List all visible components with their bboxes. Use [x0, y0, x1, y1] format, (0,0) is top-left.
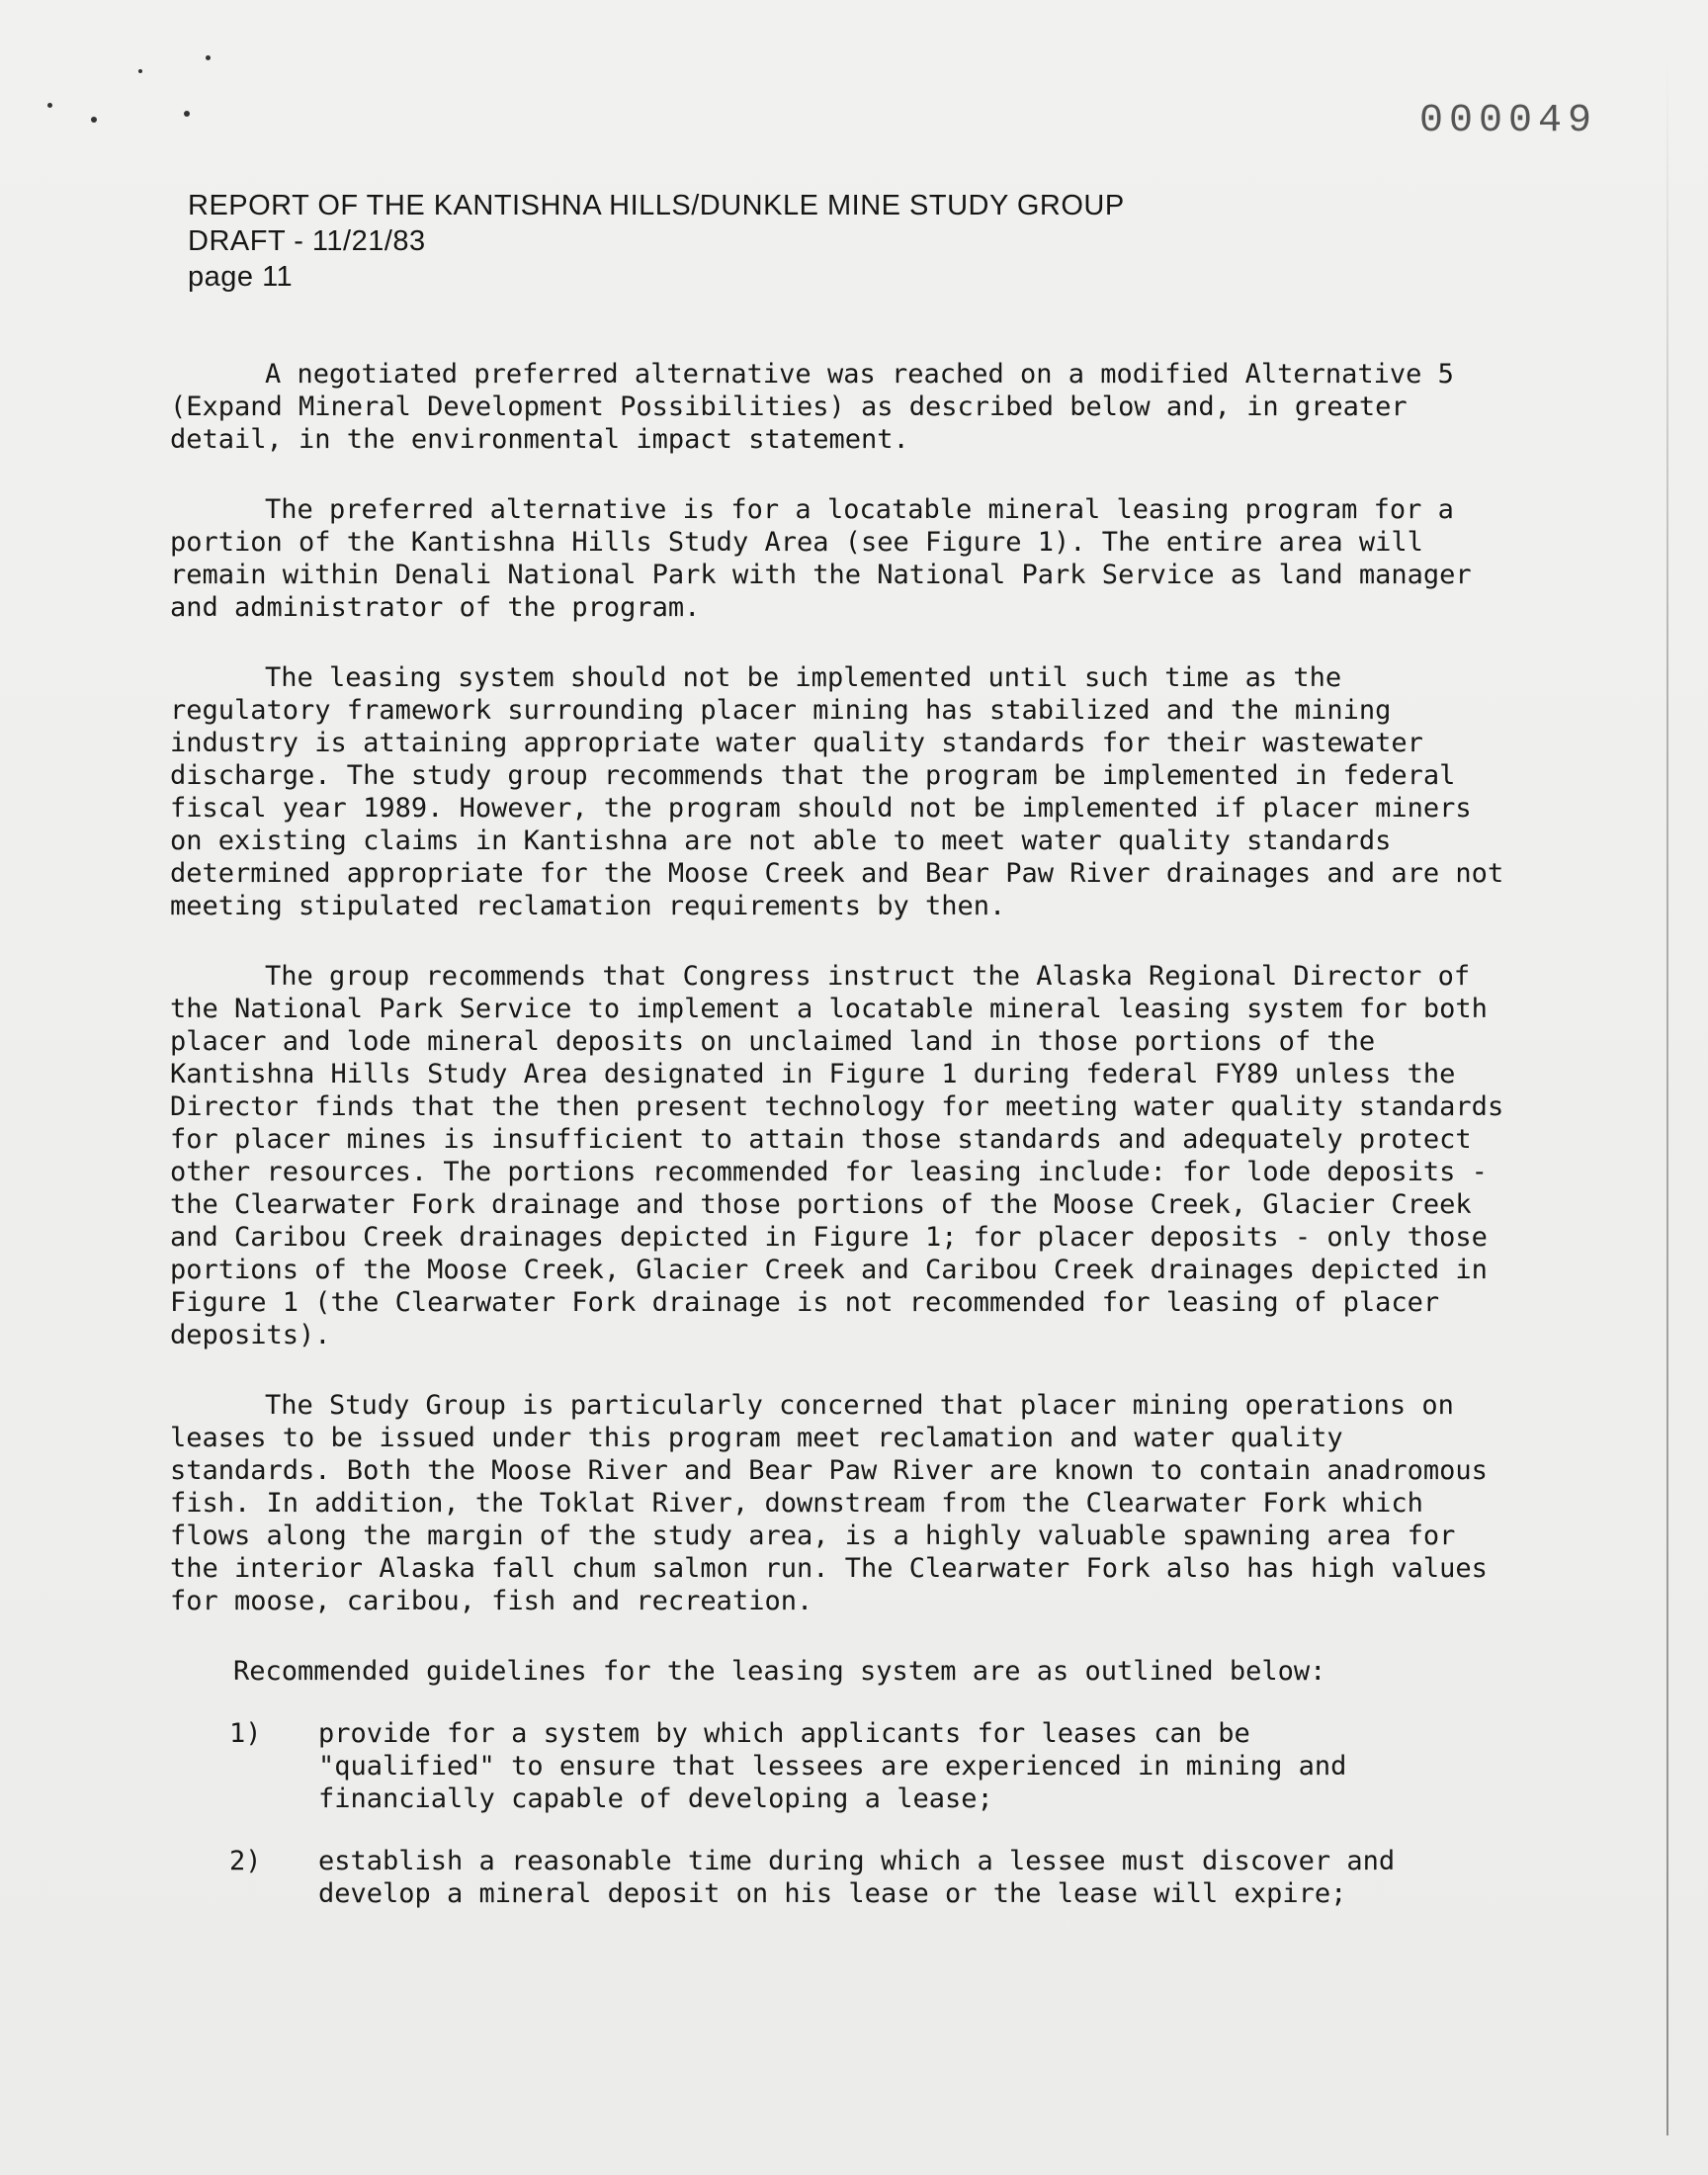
paragraph-5: The Study Group is particularly concerned that placer mining operations on leases to be issued under this program meet reclamation and water quality standards. Both the Moose River and Bear Paw River are known to contain anadromous fish. In addition, the Toklat River, downstream from the Clearwater Fork which flows along the margin of the study area, is a highly valuable spawning area for the interior Alaska fall chum salmon run. The Clearwater Fork also has high values for moose, caribou, fish and recreation.: [170, 1390, 1488, 1616]
guideline-item: [170, 1717, 1504, 1815]
page-number: page 11: [188, 261, 294, 293]
paragraph-4: The group recommends that Congress instruct the Alaska Regional Director of the National Park Service to implement a locatable mineral leasing system for both placer and lode mineral deposits on unclaimed land in those portions of the Kantishna Hills Study Area designated in Figure 1 during federal FY89 unless the Director finds that the then present technology for meeting water quality standards for placer mines is insufficient to attain those standards and adequately protect other resources. The portions recommended for leasing include: for lode deposits - the Clearwater Fork drainage and those portions of the Moose Creek, Glacier Creek and Caribou Creek drainages depicted in Figure 1; for placer deposits - only those portions of the Moose Creek, Glacier Creek and Caribou Creek drainages depicted in Figure 1 (the Clearwater Fork drainage is not recommended for leasing of placer deposits).: [170, 961, 1504, 1350]
draft-date: DRAFT - 11/21/83: [188, 225, 426, 257]
document-header: [188, 188, 1125, 295]
scan-speck: [138, 69, 142, 73]
scan-speck: [184, 111, 190, 117]
guideline-number: 2): [229, 1846, 262, 1876]
paragraph-1: A negotiated preferred alternative was reached on a modified Alternative 5 (Expand Mineral Development Possibilities) as described below and, in greater detail, in the environmental impact statement.: [170, 359, 1454, 455]
paragraph-2: The preferred alternative is for a locatable mineral leasing program for a portion of the Kantishna Hills Study Area (see Figure 1). The entire area will remain within Denali National Park with the National Park Service as land manager and administrator of the program.: [170, 494, 1472, 623]
scan-speck: [47, 103, 52, 108]
paragraph-3: The leasing system should not be implemented until such time as the regulatory framework surrounding placer mining has stabilized and the mining industry is attaining appropriate water quality standards for their wastewater discharge. The study group recommends that the program be implemented in federal fiscal year 1989. However, the program should not be implemented if placer miners on existing claims in Kantishna are not able to meet water quality standards determined appropriate for the Moose Creek and Bear Paw River drainages and are not meeting stipulated reclamation requirements by then.: [170, 662, 1504, 921]
guideline-text: establish a reasonable time during which a lessee must discover and develop a mineral deposit on his lease or the lease will expire;: [318, 1846, 1396, 1909]
guidelines-intro: Recommended guidelines for the leasing system are as outlined below:: [233, 1656, 1326, 1687]
scan-edge-shadow: [1666, 59, 1668, 2135]
scan-speck: [91, 117, 97, 123]
scan-speck: [206, 55, 211, 60]
document-stamp-number: 000049: [1418, 99, 1597, 143]
guideline-item: [170, 1845, 1504, 1910]
guideline-number: 1): [229, 1718, 262, 1749]
guideline-text: provide for a system by which applicants for leases can be "qualified" to ensure that lessees are experienced in mining and financially capable of developing a lease;: [318, 1718, 1347, 1814]
report-title: REPORT OF THE KANTISHNA HILLS/DUNKLE MINE STUDY GROUP: [188, 190, 1125, 221]
document-body: [170, 358, 1504, 1940]
